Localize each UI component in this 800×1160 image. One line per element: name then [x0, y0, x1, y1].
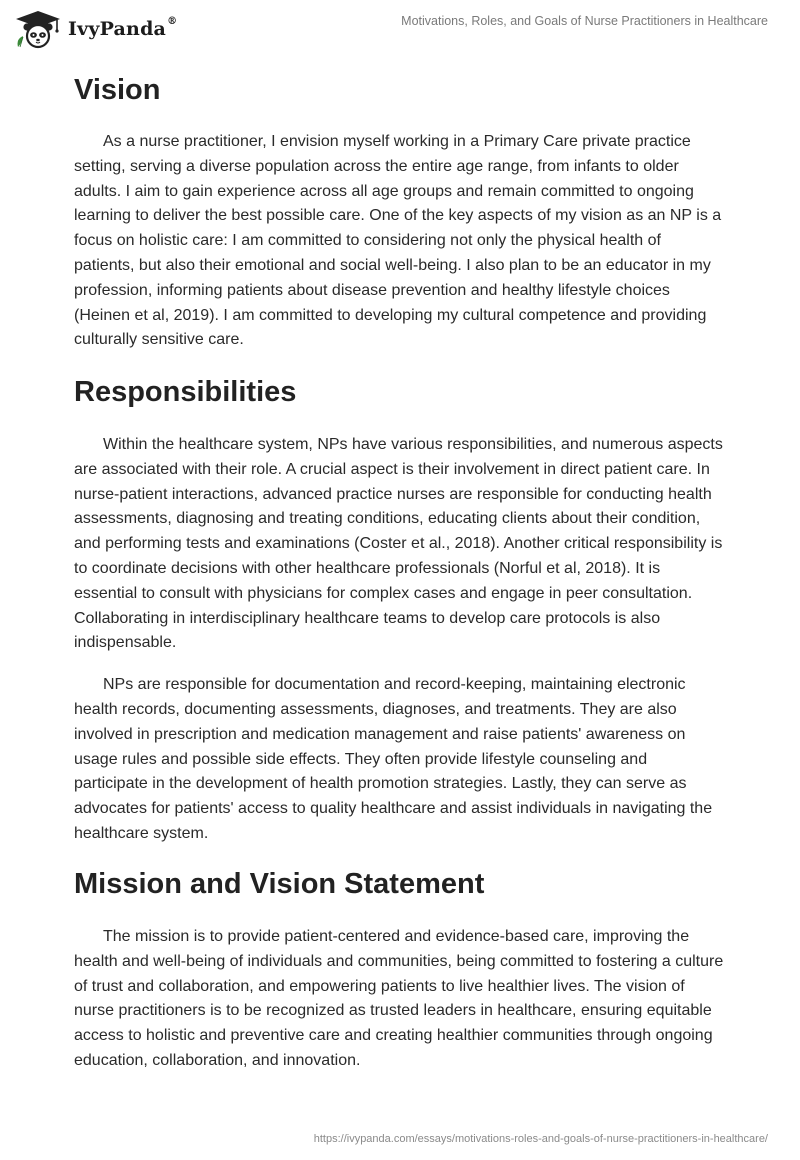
paragraph: The mission is to provide patient-centered and evidence-based care, improving the health and well-being of individuals and communities, being committed to fostering a culture of trust and collaboration, and empowering patients to live healthier lives. The vision of nurse practitioners is to be recognized as trusted leaders in healthcare, ensuring equitable access to holistic and preventive care and creating healthier communities through ongoing education, collaboration, and innovation.: [74, 928, 724, 1069]
document-title: Motivations, Roles, and Goals of Nurse Practitioners in Healthcare: [401, 14, 768, 28]
paragraph: Within the healthcare system, NPs have various responsibilities, and numerous aspects are associated with their role. A crucial aspect is their involvement in direct patient care. In nurse-patient interactions, advanced practice nurses are responsible for conducting health assessments, diagnosing and treating conditions, educating clients about their condition, and performing tests and examinations (Coster et al., 2018). Another critical responsibility is to coordinate decisions with other healthcare professionals (Norful et al, 2018). It is essential to consult with physicians for complex cases and engage in peer consultation. Collaborating in interdisciplinary healthcare teams to develop care protocols is also indispensable.: [74, 436, 723, 652]
source-url[interactable]: https://ivypanda.com/essays/motivations-roles-and-goals-of-nurse-practitioners-in-healthcare/: [313, 1133, 768, 1145]
panda-logo-icon: [14, 9, 62, 49]
ivypanda-logo[interactable]: [14, 9, 177, 49]
section-heading-vision: Vision: [74, 74, 161, 106]
section-responsibilities: [74, 372, 724, 847]
logo-text: IvyPanda®: [68, 16, 178, 40]
registered-mark: ®: [167, 16, 178, 27]
paragraph: As a nurse practitioner, I envision myself working in a Primary Care private practice setting, serving a diverse population across the entire age range, from infants to older adults. I aim to gain experience across all age groups and remain committed to ongoing learning to deliver the best possible care. One of the key aspects of my vision as an NP is a focus on holistic care: I am committed to considering not only the physical health of patients, but also their emotional and social well-being. I also plan to be an educator in my profession, informing patients about disease prevention and healthy lifestyle choices (Heinen et al, 2019). I am committed to developing my cultural competence and providing culturally sensitive care.: [74, 133, 722, 349]
section-mission-vision: [74, 864, 724, 1074]
page-header: [0, 0, 800, 68]
section-heading-responsibilities: Responsibilities: [74, 376, 297, 408]
section-heading-mission-vision: Mission and Vision Statement: [74, 868, 485, 900]
section-vision: [74, 70, 724, 353]
paragraph: NPs are responsible for documentation and record-keeping, maintaining electronic health records, documenting assessments, diagnoses, and treatments. They are also involved in prescription and medication management and raise patients' awareness on usage rules and possible side effects. They often provide lifestyle counseling and participate in the development of health promotion strategies. Lastly, they can serve as advocates for patients' access to quality healthcare and assist individuals in navigating the healthcare system.: [74, 676, 713, 842]
